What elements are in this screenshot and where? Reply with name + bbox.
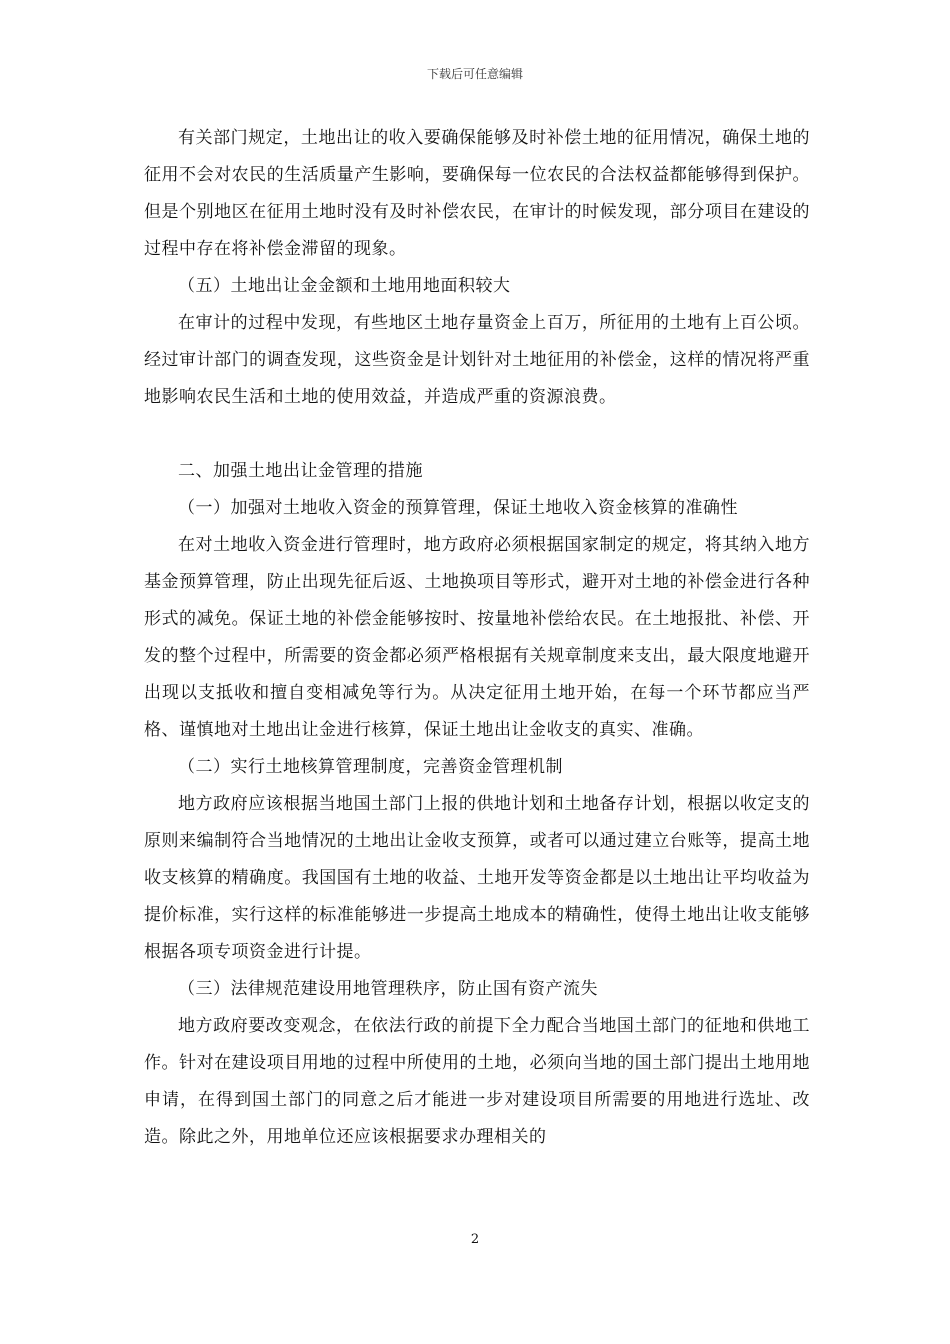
paragraph-compensation: 有关部门规定，土地出让的收入要确保能够及时补偿土地的征用情况，确保土地的征用不会对农民的生活质量产生影响，要确保每一位农民的合法权益都能够得到保护。但是个别地区在征用土地时没有及时补偿农民，在审计的时候发现，部分项目在建设的过程中存在将补偿金滞留的现象。 (144, 128, 810, 259)
paragraph-audit-findings: 在审计的过程中发现，有些地区土地存量资金上百万，所征用的土地有上百公顷。经过审计部门的调查发现，这些资金是计划针对土地征用的补偿金，这样的情况将严重地影响农民生活和土地的使用效益，并造成严重的资源浪费。 (144, 313, 810, 407)
paragraph-accounting-system: 地方政府应该根据当地国土部门上报的供地计划和土地备存计划，根据以收定支的原则来编制符合当地情况的土地出让金收支预算，或者可以通过建立台账等，提高土地收支核算的精确度。我国国有土地的收益、土地开发等资金都是以土地出让平均收益为提价标准，实行这样的标准能够进一步提高土地成本的精确性，使得土地出让收支能够根据各项专项资金进行计提。 (144, 794, 810, 962)
page-number: 2 (470, 1232, 480, 1247)
paragraph-budget-management: 在对土地收入资金进行管理时，地方政府必须根据国家制定的规定，将其纳入地方基金预算管理，防止出现先征后返、土地换项目等形式，避开对土地的补偿金进行各种形式的减免。保证土地的补偿金能够按时、按量地补偿给农民。在土地报批、补偿、开发的整个过程中，所需要的资金都必须严格根据有关规章制度来支出，最大限度地避开出现以支抵收和擅自变相减免等行为。从决定征用土地开始，在每一个环节都应当严格、谨慎地对土地出让金进行核算，保证土地出让金收支的真实、准确。 (144, 535, 810, 740)
subheading-three: （三）法律规范建设用地管理秩序，防止国有资产流失 (178, 979, 598, 999)
document-body (144, 120, 810, 1156)
subheading-five: （五）土地出让金金额和土地用地面积较大 (178, 276, 511, 296)
section-title-measures: 二、加强土地出让金管理的措施 (178, 461, 423, 481)
section-spacer (144, 416, 810, 453)
subheading-one: （一）加强对土地收入资金的预算管理，保证土地收入资金核算的准确性 (178, 498, 738, 518)
paragraph-land-use-order: 地方政府要改变观念，在依法行政的前提下全力配合当地国土部门的征地和供地工作。针对在建设项目用地的过程中所使用的土地，必须向当地的国土部门提出土地用地申请，在得到国土部门的同意之后才能进一步对建设项目所需要的用地进行选址、改造。除此之外，用地单位还应该根据要求办理相关的 (144, 1016, 810, 1147)
subheading-two: （二）实行土地核算管理制度，完善资金管理机制 (178, 757, 563, 777)
page-header: 下载后可任意编辑 (426, 67, 523, 81)
